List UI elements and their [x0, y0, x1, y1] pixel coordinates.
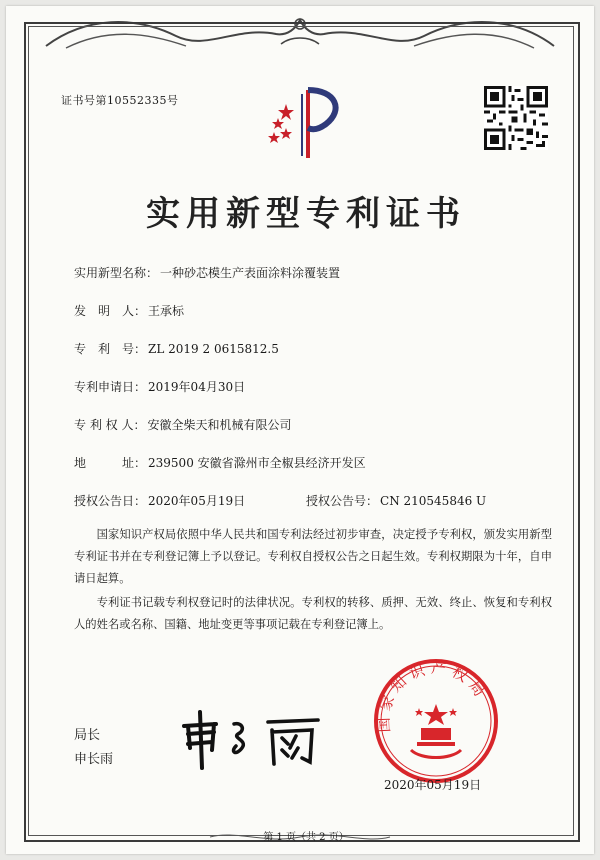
official-seal	[371, 656, 501, 786]
paragraph: 专利证书记载专利权登记时的法律状况。专利权的转移、质押、无效、终止、恢复和专利权人的姓名或名称、国籍、地址变更等事项记载在专利登记簿上。	[74, 596, 552, 631]
qr-code-icon	[484, 86, 548, 150]
field-announcement-date	[74, 492, 245, 509]
field-announcement-number	[306, 492, 486, 509]
signatory-role: 局长	[74, 728, 101, 743]
handwritten-signature	[176, 704, 326, 774]
svg-text:国家知识产权局: 国家知识产权局	[374, 658, 492, 733]
field-inventor	[74, 302, 184, 319]
page-title: 实用新型专利证书	[146, 194, 466, 234]
field-label: 发 明 人：	[74, 304, 147, 318]
field-value: 王承标	[148, 304, 185, 318]
signatory-name: 申长雨	[74, 752, 114, 767]
field-label: 专 利 号：	[74, 342, 147, 356]
field-label: 实用新型名称：	[74, 266, 159, 280]
field-label: 专利申请日：	[74, 380, 147, 394]
field-value: 239500 安徽省滁州市全椒县经济开发区	[148, 456, 366, 470]
field-address	[74, 454, 366, 471]
field-utility-model-name	[74, 264, 340, 281]
field-value: 2019年04月30日	[148, 380, 246, 394]
field-value: ZL 2019 2 0615812.5	[148, 342, 279, 356]
certificate-page	[6, 6, 594, 854]
field-application-date	[74, 378, 245, 395]
field-value: CN 210545846 U	[380, 494, 487, 508]
field-label: 地 址：	[74, 456, 147, 470]
patent-office-emblem-icon	[256, 84, 348, 164]
certificate-number: 证书号第10552335号	[61, 94, 179, 107]
paragraph: 国家知识产权局依照中华人民共和国专利法经过初步审查，决定授予专利权，颁发实用新型专利证书并在专利登记簿上予以登记。专利权自授权公告之日起生效。专利权期限为十年，自申请日起算。	[74, 528, 552, 585]
field-value: 2020年05月19日	[148, 494, 246, 508]
field-label: 授权公告号：	[306, 494, 379, 508]
field-label: 专 利 权 人：	[74, 418, 146, 432]
field-label: 授权公告日：	[74, 494, 147, 508]
page-number: 第 1 页（共 2 页）	[263, 832, 349, 843]
field-value: 安徽全柴天和机械有限公司	[147, 418, 292, 432]
field-value: 一种砂芯模生产表面涂料涂覆装置	[160, 266, 341, 280]
certificate-body	[74, 524, 552, 636]
seal-date: 2020年05月19日	[384, 778, 482, 792]
field-patent-number	[74, 340, 279, 357]
field-patentee	[74, 416, 291, 433]
